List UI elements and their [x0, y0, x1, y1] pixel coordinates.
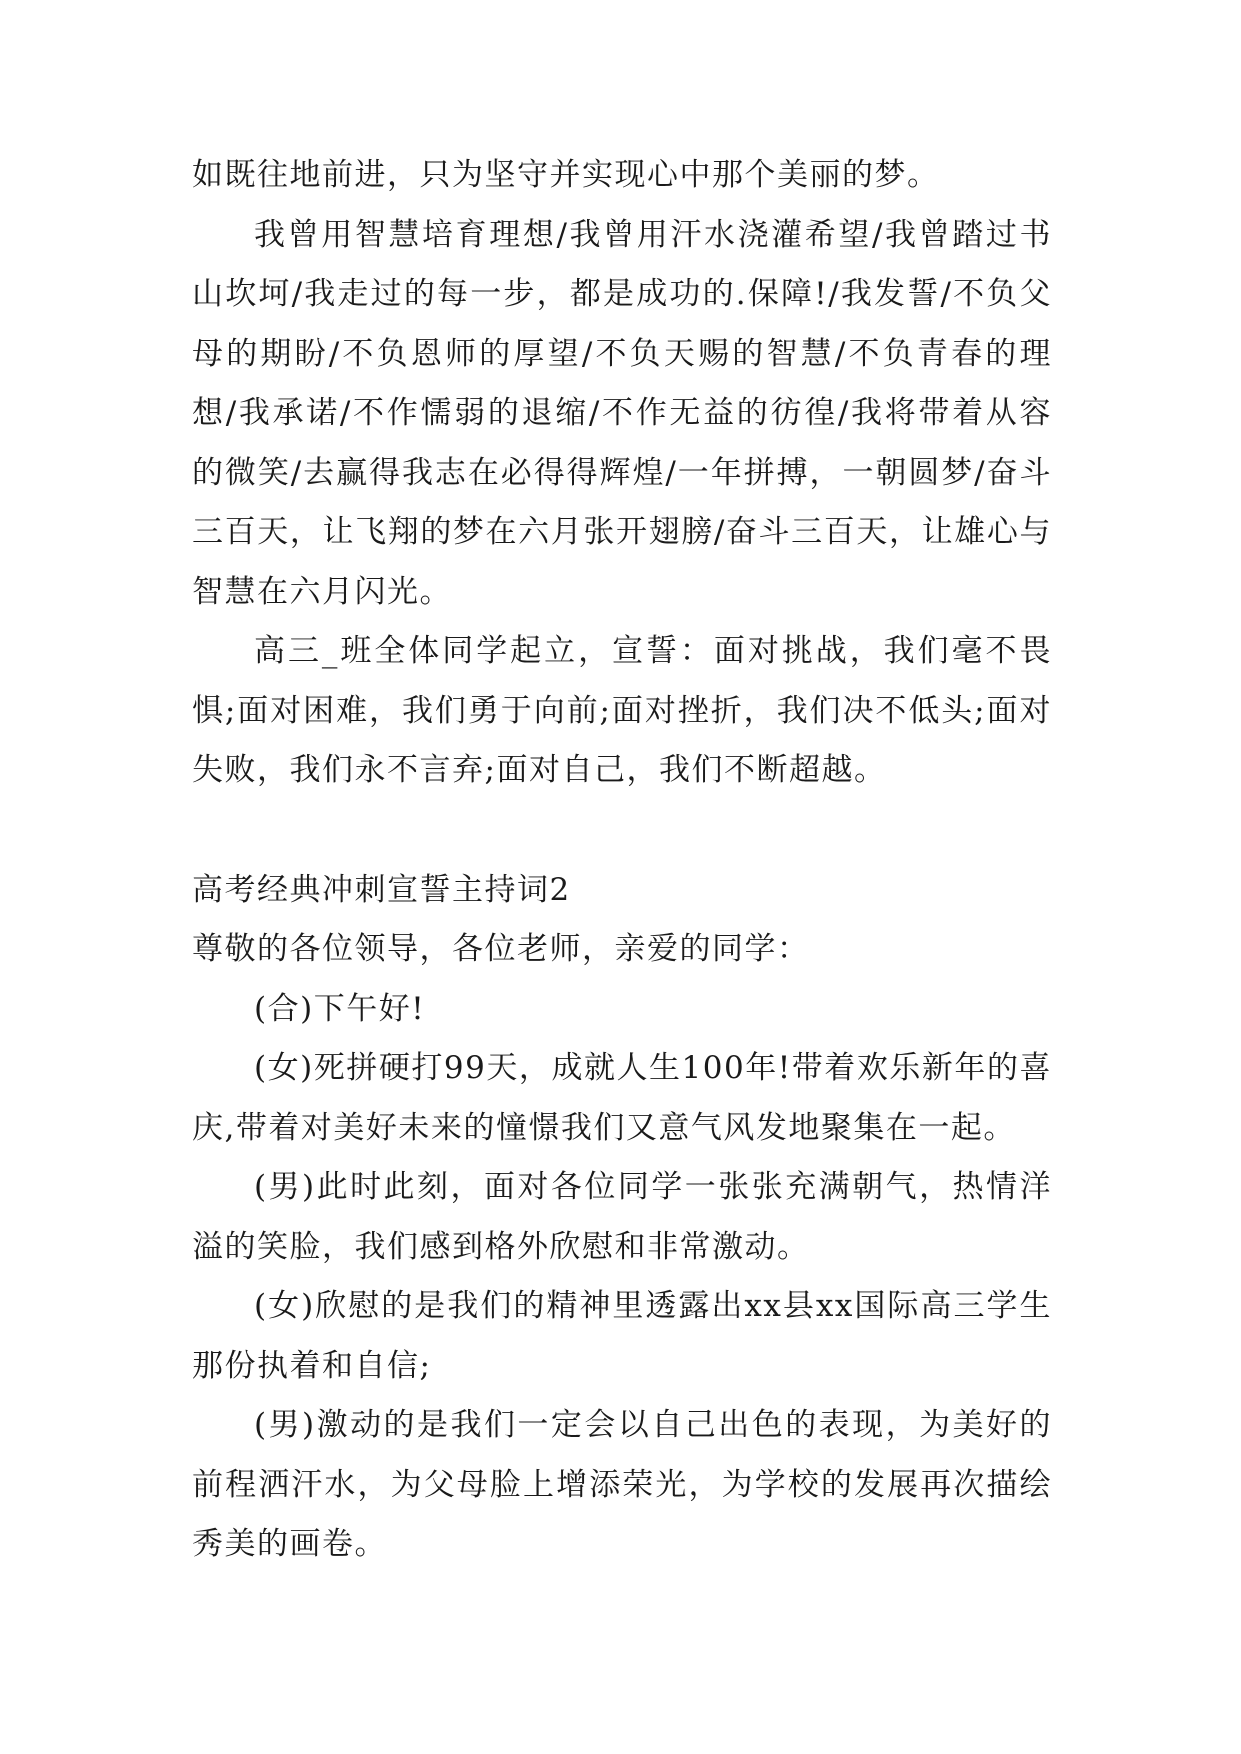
paragraph: (合)下午好!	[254, 990, 426, 1027]
document-body	[192, 146, 1052, 1575]
paragraph: (男)此时此刻，面对各位同学一张张充满朝气，热情洋溢的笑脸，我们感到格外欣慰和非常激动。	[192, 1169, 1052, 1265]
paragraph: (女)死拼硬打99天，成就人生100年!带着欢乐新年的喜庆,带着对美好未来的憧憬我们又意气风发地聚集在一起。	[192, 1050, 1052, 1146]
section-title: 高考经典冲刺宣誓主持词2	[192, 871, 571, 908]
paragraph: 高三_班全体同学起立，宣誓：面对挑战，我们毫不畏惧;面对困难，我们勇于向前;面对挫折，我们决不低头;面对失败，我们永不言弃;面对自己，我们不断超越。	[192, 633, 1052, 788]
paragraph: 我曾用智慧培育理想/我曾用汗水浇灌希望/我曾踏过书山坎坷/我走过的每一步，都是成功的.保障!/我发誓/不负父母的期盼/不负恩师的厚望/不负天赐的智慧/不负青春的理想/我承诺/不作懦弱的退缩/不作无益的彷徨/我将带着从容的微笑/去赢得我志在必得得辉煌/一年拼搏，一朝圆梦/奋斗三百天，让飞翔的梦在六月张开翅膀/奋斗三百天，让雄心与智慧在六月闪光。	[192, 216, 1052, 610]
paragraph: (男)激动的是我们一定会以自己出色的表现，为美好的前程洒汗水，为父母脸上增添荣光，为学校的发展再次描绘秀美的画卷。	[192, 1407, 1052, 1562]
paragraph: (女)欣慰的是我们的精神里透露出xx县xx国际高三学生那份执着和自信;	[192, 1288, 1052, 1384]
paragraph: 如既往地前进，只为坚守并实现心中那个美丽的梦。	[192, 157, 940, 193]
salutation: 尊敬的各位领导，各位老师，亲爱的同学：	[192, 931, 810, 967]
